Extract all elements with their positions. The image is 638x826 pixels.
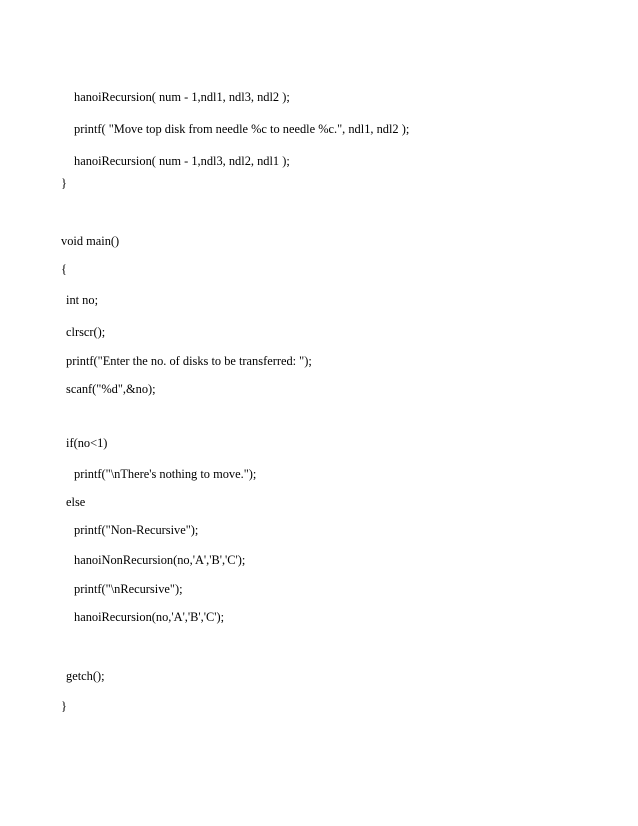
code-line: hanoiNonRecursion(no,'A','B','C'); — [74, 553, 246, 567]
code-line: printf( "Move top disk from needle %c to needle %c.", ndl1, ndl2 ); — [74, 122, 410, 136]
code-line: { — [61, 262, 67, 276]
code-line: getch(); — [66, 669, 105, 683]
code-line: printf("\nRecursive"); — [74, 582, 183, 596]
code-line: hanoiRecursion(no,'A','B','C'); — [74, 610, 225, 624]
code-line: printf("\nThere's nothing to move."); — [74, 467, 257, 481]
code-line: scanf("%d",&no); — [66, 382, 156, 396]
code-line: printf("Enter the no. of disks to be transferred: "); — [66, 354, 312, 368]
code-line: hanoiRecursion( num - 1,ndl3, ndl2, ndl1 ); — [74, 154, 290, 168]
code-line: hanoiRecursion( num - 1,ndl1, ndl3, ndl2 ); — [74, 90, 290, 104]
code-line: } — [61, 176, 67, 190]
code-line: if(no<1) — [66, 436, 108, 450]
code-line: } — [61, 699, 67, 713]
code-line: void main() — [61, 234, 120, 248]
code-line: else — [66, 495, 86, 509]
code-line: clrscr(); — [66, 325, 106, 339]
code-line: printf("Non-Recursive"); — [74, 523, 199, 537]
code-line: int no; — [66, 293, 99, 307]
